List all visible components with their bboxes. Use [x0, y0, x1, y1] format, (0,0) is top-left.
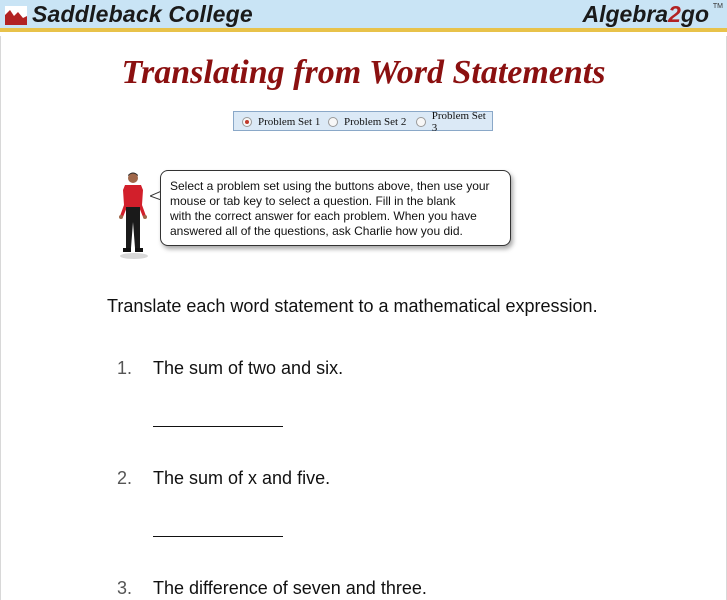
- algebra2go-logo: Algebra2go: [582, 1, 709, 27]
- radio-unselected-icon[interactable]: [416, 117, 426, 127]
- problem-3-number: 3.: [117, 578, 133, 598]
- page-title: Translating from Word Statements: [121, 54, 606, 91]
- problem-2-answer-blank[interactable]: [153, 536, 283, 537]
- problem-3-text: The difference of seven and three.: [153, 578, 427, 598]
- problem-set-2-label: Problem Set 2: [344, 116, 407, 128]
- college-name: Saddleback College: [32, 1, 253, 27]
- bubble-line: Select a problem set using the buttons above, then use your: [170, 179, 490, 193]
- problem-2-text: The sum of x and five.: [153, 468, 331, 488]
- problem-1-text: The sum of two and six.: [153, 358, 344, 378]
- problem-set-1-label: Problem Set 1: [258, 116, 321, 128]
- radio-unselected-icon[interactable]: [328, 117, 338, 127]
- mountain-logo-icon: [5, 6, 27, 25]
- problem-set-2-radio[interactable]: [328, 114, 406, 130]
- frame-left-border: [0, 36, 1, 600]
- problem-set-3-label: Problem Set 3: [431, 110, 486, 134]
- site-header: [0, 0, 727, 32]
- bubble-line: mouse or tab key to select a question. Fill in the blank: [170, 194, 456, 208]
- bubble-line: answered all of the questions, ask Charlie how you did.: [170, 224, 463, 238]
- problem-1-number: 1.: [117, 358, 133, 378]
- problem-set-selector: [233, 110, 493, 134]
- charlie-figure[interactable]: [112, 170, 162, 260]
- radio-selected-icon[interactable]: [242, 117, 252, 127]
- problem-2-number: 2.: [117, 468, 133, 488]
- trademark-mark: TM: [712, 3, 723, 10]
- bubble-line: with the correct answer for each problem. When you have: [170, 209, 477, 223]
- instructions-speech-bubble: [160, 170, 511, 246]
- instruction-text: Translate each word statement to a mathematical expression.: [107, 296, 598, 316]
- problem-set-3-radio[interactable]: [416, 110, 492, 134]
- problem-set-1-radio[interactable]: [242, 114, 320, 130]
- problem-1-answer-blank[interactable]: [153, 426, 283, 427]
